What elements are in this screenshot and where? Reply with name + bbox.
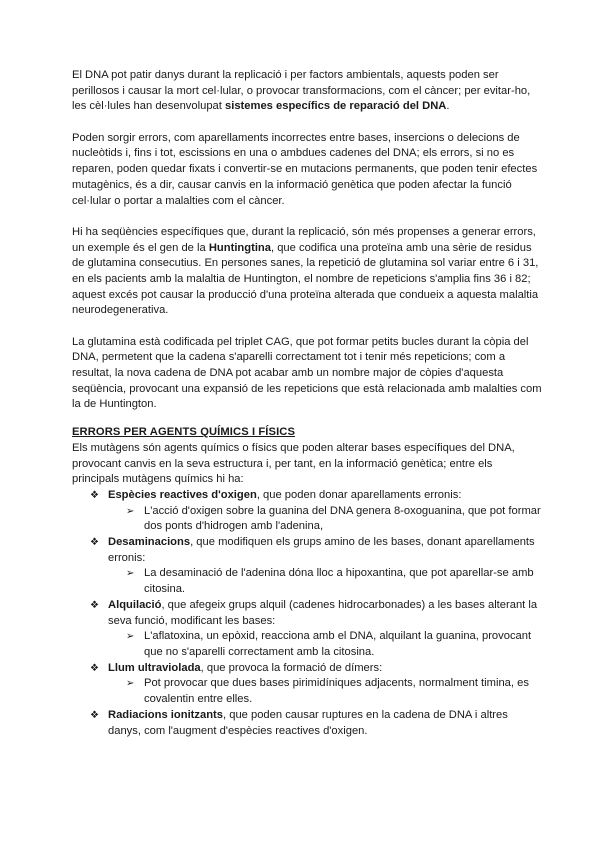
diamond-bullet-icon: ❖ — [90, 489, 99, 501]
list-item — [90, 708, 542, 739]
sub-list-item-text: La desaminació de l'adenina dóna lloc a hipoxantina, que pot aparellar-se amb citosina. — [144, 567, 534, 596]
list-item-term: Radiacions ionitzants — [108, 708, 223, 721]
arrow-bullet-icon: ➢ — [126, 568, 135, 580]
sub-list — [108, 566, 542, 597]
section-heading: ERRORS PER AGENTS QUÍMICS I FÍSICS — [72, 426, 296, 439]
list-item-text: , que modifiquen els grups amino de les bases, donant aparellaments erronis: — [108, 536, 535, 564]
bold-term: sistemes específics de reparació del DNA — [225, 100, 447, 113]
sub-list-item — [126, 566, 542, 597]
list-item-term: Alquilació — [108, 598, 162, 611]
list-item-text: , que poden causar ruptures en la cadena de DNA i altres danys, com l'augment d'espècies reactives d'oxigen. — [108, 708, 508, 737]
arrow-bullet-icon: ➢ — [126, 631, 135, 643]
paragraph-text: Els mutàgens són agents químics o físics que poden alterar bases específiques del DNA, provocant canvis en la seva estructura i, per tant, en la informació genètica; entre els principals mutàgens químics hi ha: — [72, 441, 515, 486]
bold-term: Huntingtina — [208, 241, 271, 254]
mutagen-list — [72, 488, 542, 739]
list-item-text: , que afegeix grups alquil (cadenes hidrocarbonades) a les bases alterant la seva funció, modificant les bases: — [108, 598, 538, 627]
diamond-bullet-icon: ❖ — [90, 537, 99, 549]
list-item-term: Desaminacions — [108, 536, 191, 549]
diamond-bullet-icon: ❖ — [90, 709, 99, 721]
sub-list-item-text: Pot provocar que dues bases pirimidíniques adjacents, normalment timina, es covalentin entre elles. — [144, 677, 529, 706]
paragraph-huntingtina — [72, 225, 542, 319]
paragraph-dna-damage — [72, 68, 542, 115]
list-item — [90, 661, 542, 708]
sub-list-item-text: L'aflatoxina, un epòxid, reacciona amb el DNA, alquilant la guanina, provocant que no s'aparelli correctament amb la citosina. — [144, 630, 532, 658]
sub-list — [108, 629, 542, 660]
list-item-text: , que provoca la formació de dímers: — [200, 661, 383, 674]
sub-list — [108, 676, 542, 707]
section-intro — [72, 441, 542, 488]
paragraph-errors — [72, 131, 542, 210]
paragraph-end: . — [446, 100, 450, 113]
diamond-bullet-icon: ❖ — [90, 599, 99, 611]
paragraph-glutamina — [72, 335, 542, 414]
paragraph-text: Hi ha seqüències específiques que, durant la replicació, són més propenses a generar errors, un exemple és el gen de la — [72, 225, 536, 254]
list-item-text: , que poden donar aparellaments erronis: — [256, 488, 462, 501]
paragraph-text-end: , que codifica una proteïna amb una sèrie de residus de glutamina consecutius. En persones sanes, la repetició de glutamina sol variar entre 6 i 31, en els pacients amb la malaltia de Huntington, el nombre de repeticions s'amplia fins 36 i 82; aquest excés pot causar la producció d'una proteïna alterada que condueix a aquesta malaltia neurodegenerativa. — [72, 241, 539, 317]
document-page — [72, 68, 542, 739]
list-item — [90, 598, 542, 661]
arrow-bullet-icon: ➢ — [126, 678, 135, 690]
list-item — [90, 535, 542, 598]
paragraph-text: Poden sorgir errors, com aparellaments incorrectes entre bases, insercions o delecions de nucleòtids i, fins i tot, escissions en una o ambdues cadenes del DNA; els errors, si no es reparen, poden quedar fixats i convertir-se en mutacions permanents, que poden tenir efectes mutagènics, és a dir, causar canvis en la informació genètica que poden afectar la funció cel·lular o portar a malalties com el càncer. — [72, 131, 538, 207]
sub-list — [108, 504, 542, 535]
list-item — [90, 488, 542, 535]
sub-list-item — [126, 504, 542, 535]
diamond-bullet-icon: ❖ — [90, 662, 99, 674]
sub-list-item — [126, 629, 542, 660]
list-item-term: Llum ultraviolada — [108, 661, 201, 674]
sub-list-item — [126, 676, 542, 707]
list-item-term: Espècies reactives d'oxigen — [108, 488, 257, 501]
paragraph-text: La glutamina està codificada pel triplet CAG, que pot formar petits bucles durant la còpia del DNA, permetent que la cadena s'aparelli correctament tot i tenir més repeticions; com a resultat, la nova cadena de DNA pot acabar amb un nombre major de còpies d'aquesta seqüència, provocant una expansió de les repeticions que està relacionada amb malalties com la de Huntington. — [72, 335, 542, 411]
arrow-bullet-icon: ➢ — [126, 505, 135, 517]
paragraph-text: El DNA pot patir danys durant la replicació i per factors ambientals, aquests poden ser perillosos i causar la mort cel·lular, o provocar transformacions, com el càncer; per evitar-ho, les cèl·lules han desenvolupat — [72, 69, 531, 113]
sub-list-item-text: L'acció d'oxigen sobre la guanina del DNA genera 8-oxoguanina, que pot formar dos ponts d'hidrogen amb l'adenina, — [144, 504, 541, 533]
